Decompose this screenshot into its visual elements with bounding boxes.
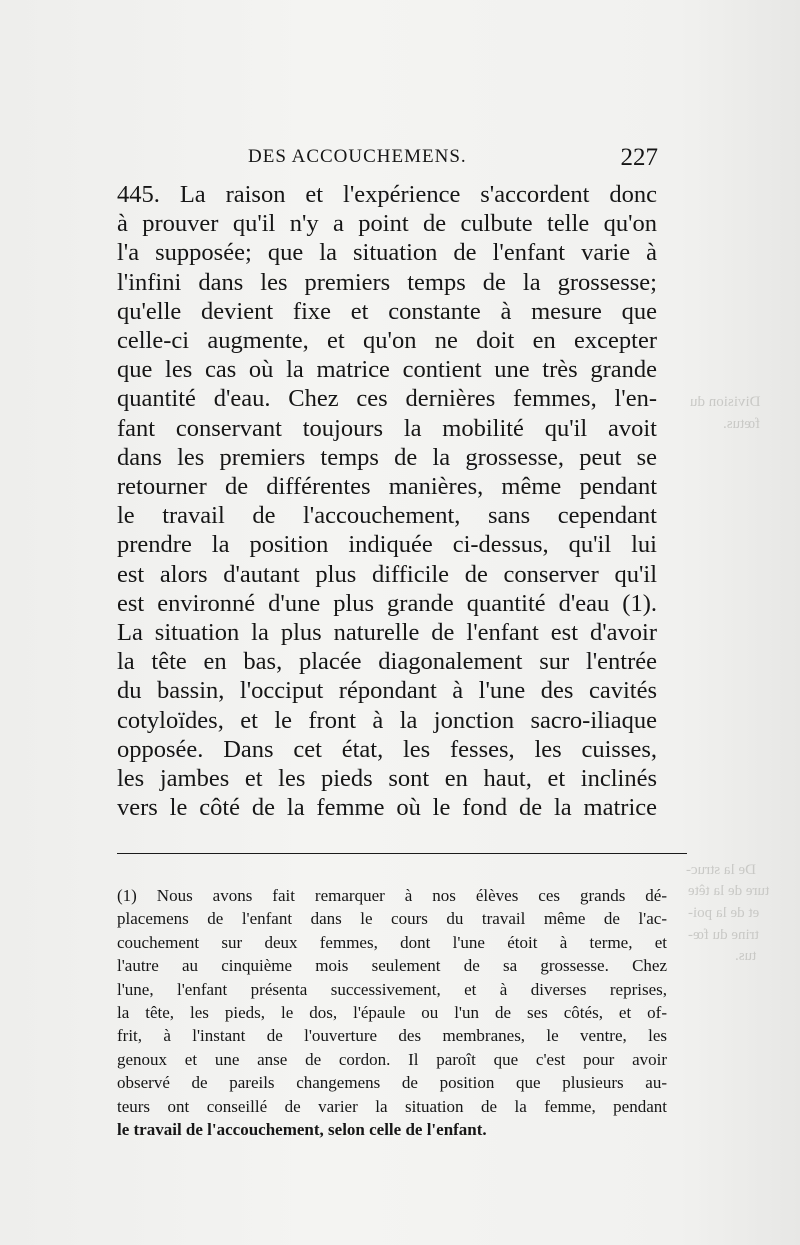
footnote-separator	[117, 853, 687, 854]
footnote-line: la tête, les pieds, le dos, l'épaule ou l'un de ses côtés, et of-	[117, 1003, 667, 1023]
text-line: cotyloïdes, et le front à la jonction sacro-iliaque	[117, 706, 657, 734]
text-line: du bassin, l'occiput répondant à l'une des cavités	[117, 677, 657, 705]
text-line: retourner de différentes manières, même pendant	[117, 473, 657, 501]
footnote	[117, 884, 667, 1141]
running-title: DES ACCOUCHEMENS.	[248, 146, 467, 167]
bleed-through-text: tus.	[735, 948, 757, 964]
text-line: 445. La raison et l'expérience s'accordent donc	[117, 181, 657, 208]
bleed-through-text: Division du	[690, 394, 761, 410]
text-line: fant conservant toujours la mobilité qu'il avoit	[117, 414, 657, 442]
footnote-line: (1) Nous avons fait remarquer à nos élèves ces grands dé-	[117, 886, 667, 905]
main-paragraph	[117, 180, 657, 822]
text-line: vers le côté de la femme où le fond de la matrice	[117, 794, 657, 822]
text-line: le travail de l'accouchement, sans cependant	[117, 502, 657, 530]
text-line: à prouver qu'il n'y a point de culbute telle qu'on	[117, 210, 657, 238]
footnote-line: frit, à l'instant de l'ouverture des membranes, le ventre, les	[117, 1026, 667, 1046]
footnote-line: observé de pareils changemens de position que plusieurs au-	[117, 1073, 667, 1093]
text-line: l'infini dans les premiers temps de la grossesse;	[117, 268, 657, 296]
text-line: celle-ci augmente, et qu'on ne doit en excepter	[117, 327, 657, 355]
footnote-line: placemens de l'enfant dans le cours du travail même de l'ac-	[117, 909, 667, 929]
text-line: les jambes et les pieds sont en haut, et inclinés	[117, 765, 657, 793]
page-number: 227	[620, 144, 658, 171]
text-line: qu'elle devient fixe et constante à mesure que	[117, 297, 657, 325]
footnote-line: teurs ont conseillé de varier la situation de la femme, pendant	[117, 1096, 667, 1116]
text-line: prendre la position indiquée ci-dessus, qu'il lui	[117, 531, 657, 559]
bleed-through-text: fœtus.	[723, 416, 761, 432]
bleed-through-text: et de la poi-	[688, 905, 760, 921]
footnote-line: le travail de l'accouchement, selon celle de l'enfant.	[117, 1120, 487, 1140]
text-line: La situation la plus naturelle de l'enfant est d'avoir	[117, 619, 657, 647]
text-line: quantité d'eau. Chez ces dernières femmes, l'en-	[117, 385, 657, 413]
text-line: la tête en bas, placée diagonalement sur l'entrée	[117, 648, 657, 676]
text-line: est alors d'autant plus difficile de conserver qu'il	[117, 560, 657, 588]
text-line: l'a supposée; que la situation de l'enfant varie à	[117, 239, 657, 267]
bleed-through-text: ture de la tête	[688, 883, 770, 899]
text-line: est environné d'une plus grande quantité d'eau (1).	[117, 589, 657, 617]
footnote-line: l'autre au cinquième mois seulement de sa grossesse. Chez	[117, 956, 667, 976]
page-header	[248, 146, 658, 180]
text-line: dans les premiers temps de la grossesse, peut se	[117, 443, 657, 471]
bleed-through-text: trine du fœ-	[688, 927, 759, 943]
bleed-through-text: De la struc-	[686, 862, 756, 878]
footnote-line: l'une, l'enfant présenta successivement, et à diverses reprises,	[117, 979, 667, 999]
text-line: que les cas où la matrice contient une très grande	[117, 356, 657, 384]
footnote-line: genoux et une anse de cordon. Il paroît que c'est pour avoir	[117, 1049, 667, 1069]
footnote-line: couchement sur deux femmes, dont l'une étoit à terme, et	[117, 932, 667, 952]
text-line: opposée. Dans cet état, les fesses, les cuisses,	[117, 735, 657, 763]
